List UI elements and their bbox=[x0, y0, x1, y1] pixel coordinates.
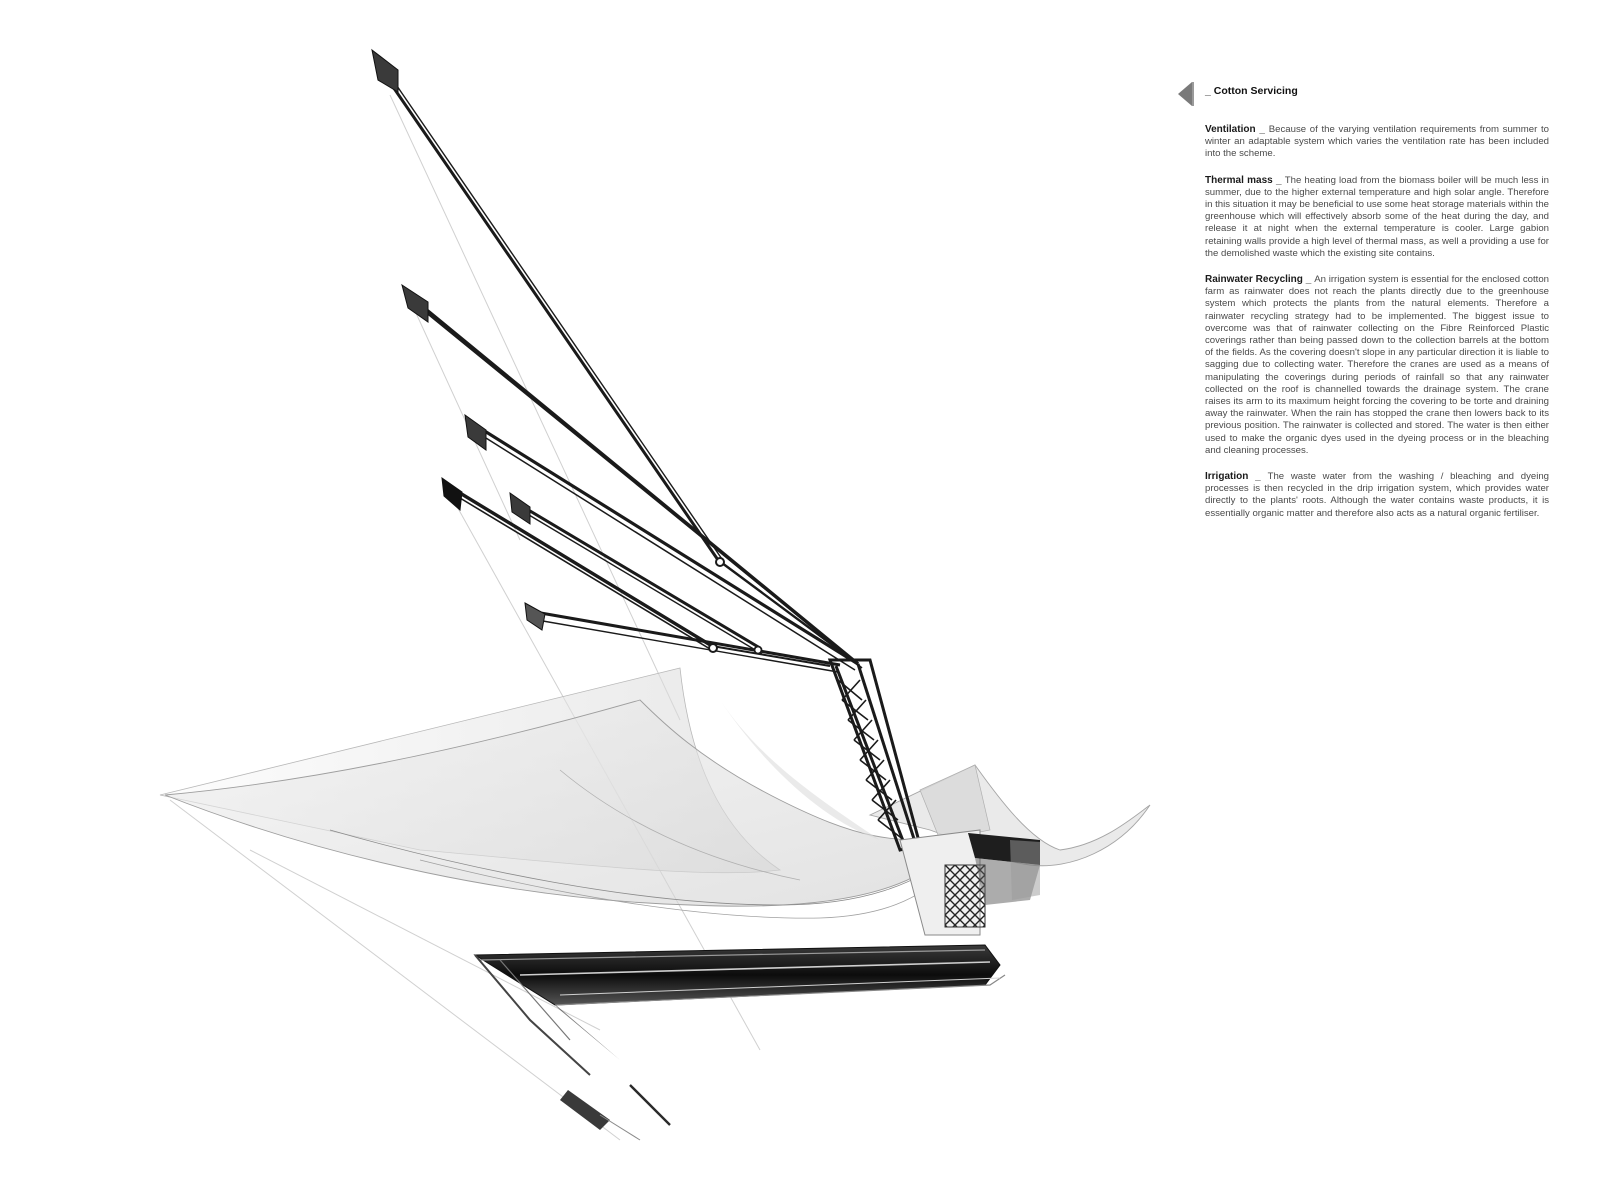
section-thermal-mass bbox=[1205, 175, 1549, 260]
boom-head-6 bbox=[525, 603, 545, 630]
section-body: The waste water from the washing / bleaching and dyeing processes is then recycled in the drip irrigation system, which provides water directly to the plants' roots. Although the water contains waste products, it is essentially organic matter and therefore also acts as a natural organic fertiliser. bbox=[1205, 471, 1550, 519]
section-rainwater-recycling bbox=[1205, 274, 1549, 457]
section-irrigation bbox=[1205, 471, 1549, 520]
boom-head-3 bbox=[465, 415, 486, 450]
panel-title: _ Cotton Servicing bbox=[1205, 85, 1298, 97]
section-body: The heating load from the biomass boiler will be much less in summer, due to the higher external temperature and high solar angle. Therefore in this situation it may be beneficial to use some heat storage materials within the greenhouse which will effectively absorb some of the heat during the day, and release it at night when the external temperature is cooler. Large gabion retaining walls provide a high level of thermal mass, as well a providing a use for the demolished waste which the existing site contains. bbox=[1205, 174, 1549, 259]
boom-2 bbox=[412, 298, 862, 668]
section-label: Irrigation _ bbox=[1205, 471, 1268, 483]
section-label: Ventilation _ bbox=[1205, 124, 1269, 135]
collection-tray bbox=[475, 945, 1005, 1140]
section-ventilation bbox=[1205, 124, 1549, 161]
boom-head-4 bbox=[442, 478, 462, 510]
boom-joint bbox=[709, 644, 717, 652]
panel-heading bbox=[1205, 84, 1549, 110]
boom-joint bbox=[716, 558, 724, 566]
crane-booms bbox=[378, 65, 862, 672]
boom-head-1 bbox=[372, 50, 398, 92]
section-body: An irrigation system is essential for the enclosed cotton farm as rainwater does not reach the plants directly due to the greenhouse system which protects the plants from the natural elements. Therefore a rainwater recycling strategy had to be implemented. The biggest issue to overcome was that of rainwater collecting on the Fibre Reinforced Plastic coverings rather than being passed down to the collection barrels at the bottom of the fields. As the covering doesn't slope in any particular direction it is liable to sagging due to collecting water. Therefore the cranes are used as a means of manipulating the coverings during periods of rainfall so that any rainwater collected on the roof is channelled towards the drainage system. The crane raises its arm to its maximum height forcing the covering to be torte and draining away the rainwater. When the rain has stopped the crane then lowers back to its previous position. The rainwater is collected and stored. The water is then either used to make the organic dyes used in the dyeing process or in the bleaching and cleaning processes. bbox=[1205, 274, 1549, 456]
section-label: Rainwater Recycling _ bbox=[1205, 274, 1315, 286]
boom-head-2 bbox=[402, 285, 428, 322]
section-body: Because of the varying ventilation requirements from summer to winter an adaptable system which varies the ventilation rate has been included into the scheme. bbox=[1205, 124, 1549, 160]
back-arrow-icon bbox=[1178, 82, 1192, 106]
arrow-divider bbox=[1192, 82, 1194, 106]
membrane-main-sheet bbox=[165, 700, 968, 906]
section-label: Thermal mass _ bbox=[1205, 174, 1285, 186]
boom-tie-2 bbox=[712, 646, 830, 666]
boom-6 bbox=[535, 612, 840, 672]
boom-3 bbox=[475, 425, 858, 670]
gabion-base bbox=[900, 830, 1040, 935]
boom-joint bbox=[755, 647, 762, 654]
text-panel bbox=[1205, 84, 1549, 520]
boom-head-5 bbox=[510, 493, 530, 524]
